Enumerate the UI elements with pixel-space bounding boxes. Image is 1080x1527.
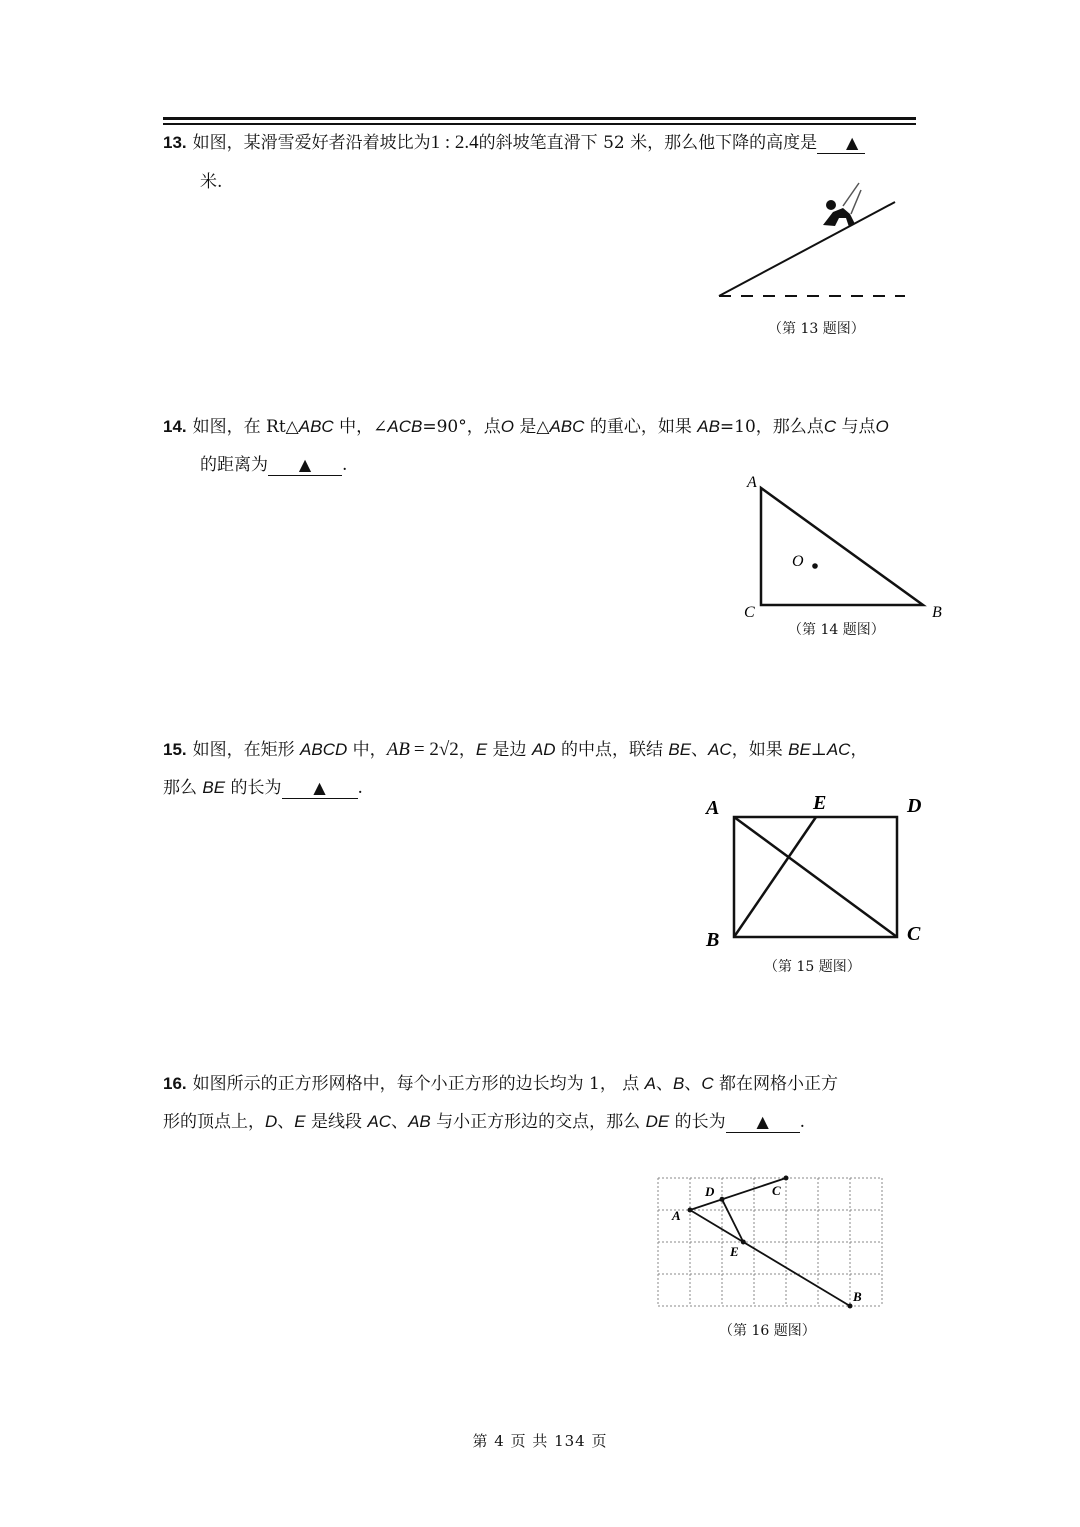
q16-caption: （第 16 题图） <box>719 1323 816 1339</box>
q14-number: 14. <box>163 417 187 436</box>
skier-icon <box>823 183 861 227</box>
q13-number: 13. <box>163 133 187 152</box>
label-e: E <box>813 792 827 814</box>
q13-line2: 米. <box>200 172 223 192</box>
point-c <box>784 1176 789 1181</box>
q13-line1: 13. 如图，某滑雪爱好者沿着坡比为1 : 2.4的斜坡笔直滑下 52 米，那么他下降的高度是 ▲ <box>163 131 865 155</box>
q16-number: 16. <box>163 1074 187 1093</box>
segment-ab <box>690 1210 850 1306</box>
q14-line2: 的距离为 ▲ . <box>200 455 348 475</box>
label-a: A <box>672 1208 681 1223</box>
label-b: B <box>706 929 720 951</box>
label-o: O <box>792 553 804 570</box>
label-c: C <box>772 1183 781 1198</box>
label-c: C <box>907 923 921 945</box>
q13-figure <box>715 180 915 302</box>
q14-answer-blank[interactable]: ▲ <box>268 455 342 476</box>
q15-number: 15. <box>163 740 187 759</box>
point-o <box>812 563 818 569</box>
point-b <box>848 1304 853 1309</box>
q15-figure <box>700 790 935 955</box>
label-a: A <box>747 474 757 491</box>
label-e: E <box>730 1244 739 1259</box>
q13-ratio: 1 : 2.4 <box>430 132 479 153</box>
label-a: A <box>706 797 720 819</box>
label-b: B <box>853 1289 862 1304</box>
q16-answer-blank[interactable]: ▲ <box>726 1112 800 1133</box>
point-e <box>741 1240 746 1245</box>
square-grid <box>658 1178 882 1306</box>
triangle-abc <box>761 488 923 605</box>
header-rule-thin <box>163 123 916 125</box>
q15-line1: 15. 如图，在矩形 ABCD 中，AB = 2√2，E 是边 AD 的中点，联结 BE、AC，如果 BE⊥AC， <box>163 739 868 760</box>
point-a <box>688 1208 693 1213</box>
q16-line2: 形的顶点上，D、E 是线段 AC、AB 与小正方形边的交点，那么 DE 的长为 ▲ . <box>163 1112 805 1132</box>
q16-line1: 16. 如图所示的正方形网格中，每个小正方形的边长均为 1， 点 A、B、C 都在网格小正方 <box>163 1074 839 1094</box>
point-d <box>720 1197 725 1202</box>
label-d: D <box>705 1184 715 1199</box>
slope-line <box>719 202 895 296</box>
q14-caption: （第 14 题图） <box>788 622 885 638</box>
q13-answer-blank[interactable]: ▲ <box>817 133 865 154</box>
q16-figure <box>650 1170 890 1315</box>
label-c: C <box>744 604 755 621</box>
label-d: D <box>907 795 922 817</box>
q15-equation-lhs: AB <box>386 739 410 760</box>
page-footer: 第 4 页 共 134 页 <box>472 1432 608 1450</box>
q15-equation-rhs: = 2√2 <box>413 739 459 760</box>
q15-caption: （第 15 题图） <box>764 959 861 975</box>
diagonal-ac <box>734 817 897 937</box>
q14-line1: 14. 如图，在 Rt△ABC 中，∠ACB=90°，点O 是△ABC 的重心，如果 AB=10，那么点C 与点O <box>163 417 889 437</box>
q15-line2: 那么 BE 的长为 ▲ . <box>163 778 363 798</box>
segment-be <box>734 817 816 937</box>
q13-caption: （第 13 题图） <box>768 321 865 337</box>
q15-answer-blank[interactable]: ▲ <box>282 778 358 799</box>
header-rule-thick <box>163 117 916 120</box>
q14-figure <box>735 470 950 620</box>
label-b: B <box>932 604 942 621</box>
